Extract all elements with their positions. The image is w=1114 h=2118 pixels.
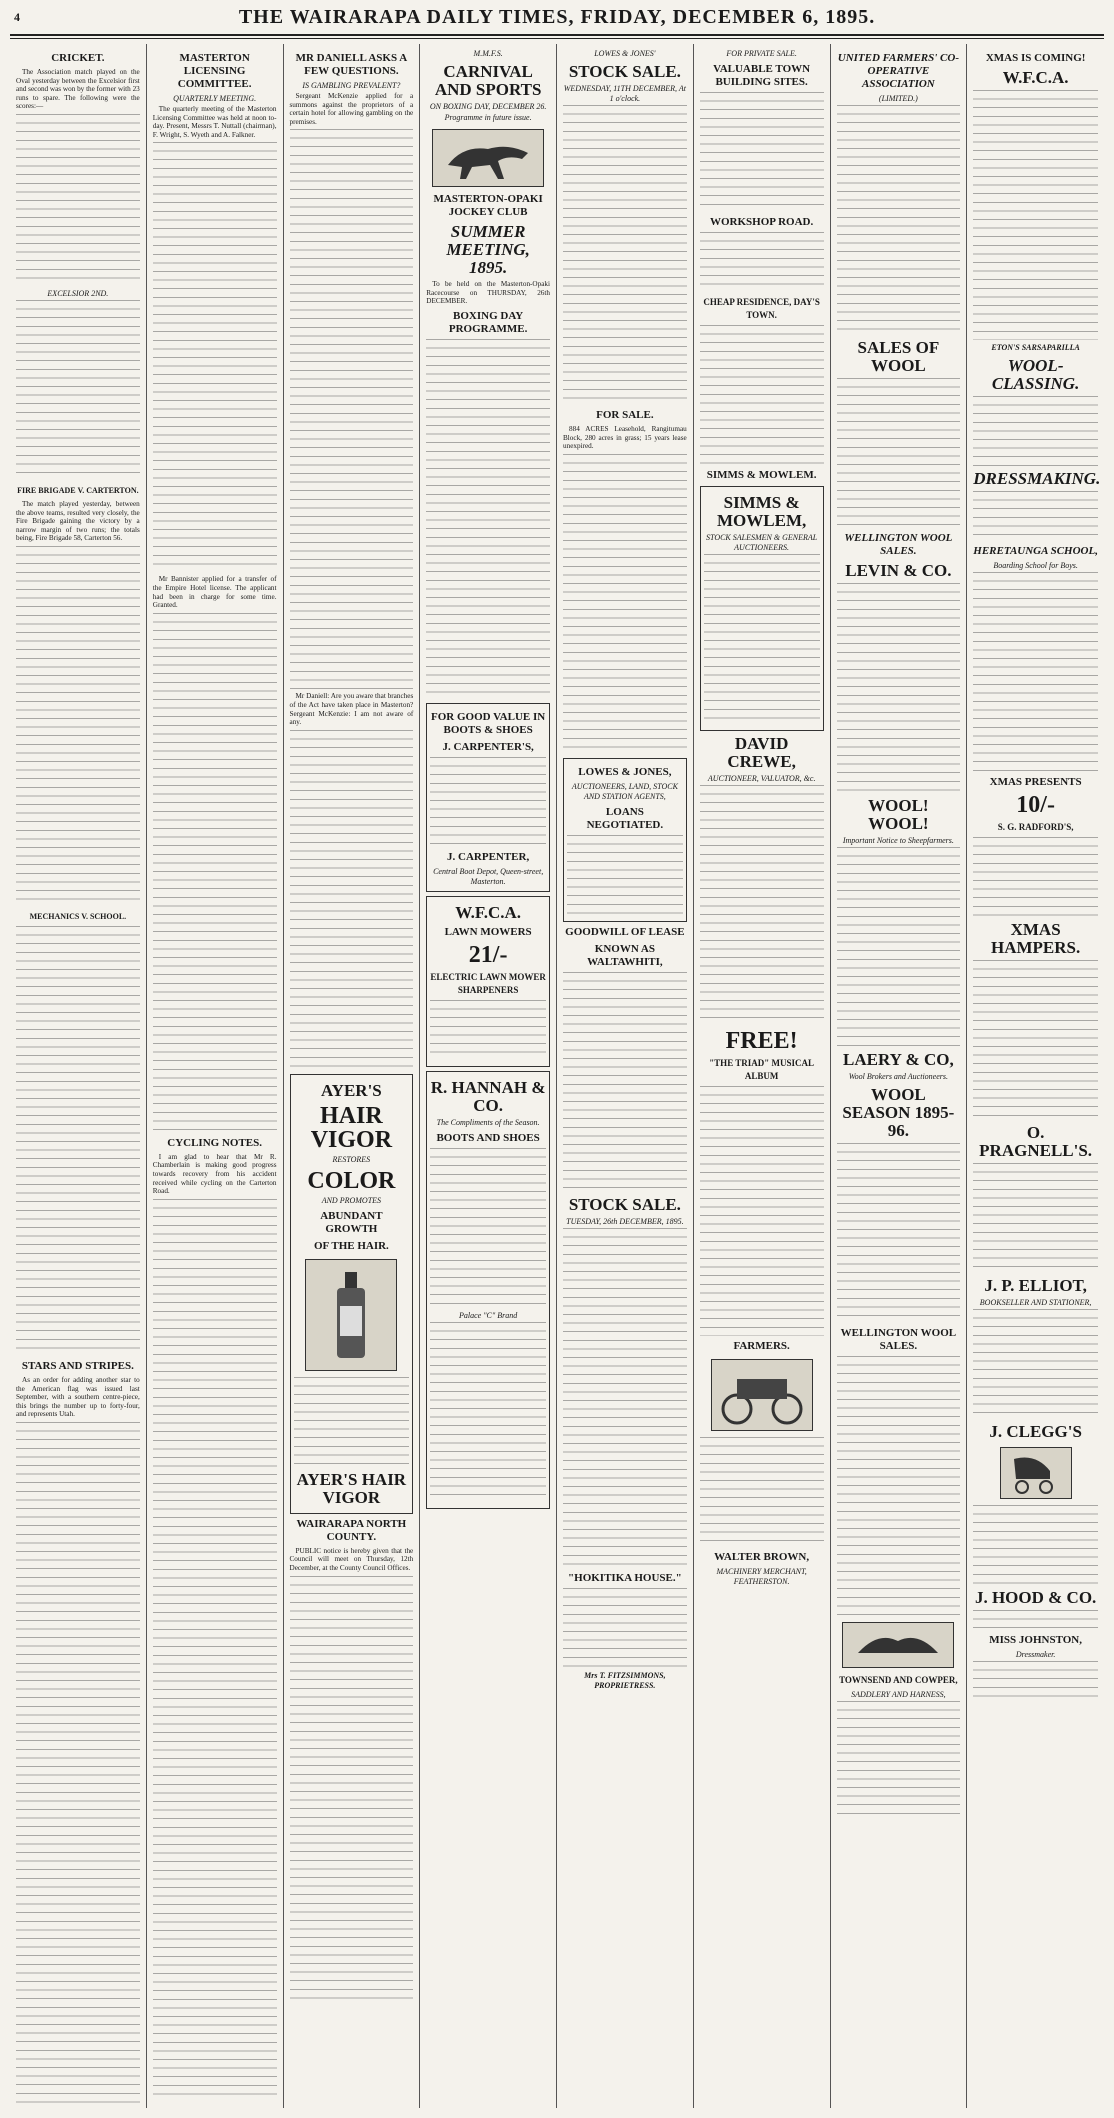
ayers-hair-vigor-ad [290, 1074, 414, 1514]
free-heading: FREE! [725, 1028, 798, 1054]
daniell-heading: MR DANIELL ASKS A FEW QUESTIONS. [295, 52, 408, 77]
david-crewe-role: AUCTIONEER, VALUATOR, &c. [707, 774, 816, 783]
programme-heading: BOXING DAY PROGRAMME. [448, 309, 528, 335]
xmas-presents-heading: XMAS PRESENTS [989, 776, 1082, 788]
present-price: 10/- [1016, 792, 1055, 818]
cheap-residence-heading: CHEAP RESIDENCE, DAY'S TOWN. [703, 297, 820, 320]
wool-wool-heading: WOOL! WOOL! [868, 796, 929, 833]
licensing-heading: MASTERTON LICENSING COMMITTEE. [177, 52, 252, 90]
newspaper-title: THE WAIRARAPA DAILY TIMES, FRIDAY, DECEMBER 6, 1895. [238, 6, 876, 28]
licensing-intro: The quarterly meeting of the Masterton Licensing Committee was held at noon to-day. Present, Messrs T. Nuttall (chairman), F. Wright, S. Wyeth and A. Falkner. [152, 105, 277, 139]
triad-heading: "THE TRIAD" MUSICAL ALBUM [709, 1058, 815, 1081]
hokitika-heading: "HOKITIKA HOUSE." [568, 1571, 682, 1584]
masthead-rule [10, 34, 1104, 36]
summer-meeting-intro: To be held on the Masterton-Opaki Racecourse on THURSDAY, 26th DECEMBER. [426, 280, 550, 306]
townsend-cowper-heading: TOWNSEND AND COWPER, [839, 1675, 958, 1685]
workshop-road-heading: WORKSHOP ROAD. [709, 216, 814, 228]
column-8 [967, 44, 1104, 2108]
ad-text [973, 1309, 1098, 1419]
clegg-heading: J. CLEGG'S [989, 1422, 1082, 1441]
carnival-heading: CARNIVAL AND SPORTS [434, 62, 542, 99]
sharpeners-heading: ELECTRIC LAWN MOWER SHARPENERS [430, 971, 546, 995]
carnival-date: ON BOXING DAY, DECEMBER 26. [429, 102, 547, 111]
levin-heading: LEVIN & CO. [845, 561, 952, 580]
fire-brigade-heading: FIRE BRIGADE V. CARTERTON. [17, 485, 139, 495]
lawn-mowers-heading: LAWN MOWERS [444, 925, 532, 938]
article-text [290, 129, 414, 689]
david-crewe-heading: DAVID CREWE, [727, 734, 796, 771]
carpenter-address: Central Boot Depot, Queen-street, Masterton. [433, 866, 544, 886]
column-3 [284, 44, 421, 2108]
ad-text [973, 572, 1098, 772]
farmers-heading: FARMERS. [733, 1340, 790, 1352]
simms-mowlem-role: STOCK SALESMEN & GENERAL AUCTIONEERS. [706, 533, 818, 552]
eton-heading: ETON'S SARSAPARILLA [991, 343, 1080, 352]
simms-mowlem-name: SIMMS & MOWLEM, [717, 493, 807, 530]
notice-text [837, 847, 961, 1047]
ad-text [973, 837, 1098, 917]
lowes-jones-card [563, 758, 687, 922]
column-2 [147, 44, 284, 2108]
ad-brand: AYER'S [320, 1080, 382, 1100]
sale-text [837, 583, 961, 793]
bottle-illustration-icon [305, 1259, 397, 1371]
auction-text [700, 785, 824, 1025]
scorecard-text [16, 300, 140, 480]
ad-text [973, 1661, 1098, 1701]
wfca-heading: W.F.C.A. [1002, 68, 1069, 87]
boarding-school-heading: Boarding School for Boys. [993, 561, 1078, 570]
stock-sale-date: WEDNESDAY, 11TH DECEMBER, At 1 o'clock. [563, 84, 687, 103]
column-6 [694, 44, 831, 2108]
ad-line: RESTORES [332, 1154, 371, 1164]
stock-sale-date-2: TUESDAY, 26th DECEMBER, 1895. [566, 1216, 684, 1226]
waltawhiti-heading: KNOWN AS WALTAWHITI, [587, 942, 663, 968]
column-4 [420, 44, 557, 2108]
sale-list [563, 105, 687, 405]
article-text [153, 613, 277, 1133]
stock-sale-heading: STOCK SALE. [568, 62, 681, 81]
sheepfarmers-notice: Important Notice to Sheepfarmers. [842, 836, 954, 845]
column-7 [831, 44, 968, 2108]
wellington-wool-sales-heading-2: WELLINGTON WOOL SALES. [840, 1327, 957, 1352]
notice-text [290, 1576, 414, 2006]
wfca-mowers-ad [426, 896, 550, 1067]
boots-shoes-heading: BOOTS AND SHOES [436, 1131, 540, 1144]
team-heading: EXCELSIOR 2ND. [47, 288, 109, 298]
cycling-intro: I am glad to hear that Mr R. Chamberlain is making good progress towards recovery from his accident received while cycling on the Carterton Road. [152, 1152, 277, 1196]
shop-text [837, 1701, 961, 1821]
johnston-heading: MISS JOHNSTON, [989, 1634, 1082, 1646]
hannah-heading: R. HANNAH & CO. [430, 1077, 546, 1115]
ad-product: HAIR VIGOR [310, 1102, 393, 1153]
article-text [153, 1199, 277, 2099]
simms-mowlem-heading: SIMMS & MOWLEM. [706, 469, 817, 481]
elliot-role: BOOKSELLER AND STATIONER, [979, 1298, 1092, 1307]
machinery-illustration-icon [711, 1359, 813, 1431]
stock-sale-heading-2: STOCK SALE. [568, 1194, 681, 1214]
building-sites-heading: VALUABLE TOWN BUILDING SITES. [713, 63, 811, 88]
cricket-intro: The Association match played on the Oval yesterday between the Excelsior first and second was won by the former with 23 runs to spare. The following were the scores:— [16, 68, 140, 111]
masthead [0, 0, 1114, 34]
united-farmers-heading: UNITED FARMERS' CO-OPERATIVE ASSOCIATION [837, 52, 959, 90]
ad-text [430, 1000, 546, 1060]
scorecard-text [16, 546, 140, 906]
xmas-coming-heading: XMAS IS COMING! [985, 52, 1086, 64]
ad-product-footer: AYER'S HAIR VIGOR [296, 1469, 407, 1507]
saddlery-heading: SADDLERY AND HARNESS, [851, 1690, 946, 1699]
ad-color: COLOR [307, 1167, 396, 1194]
ad-text [430, 757, 546, 847]
compliments-heading: The Compliments of the Season. [436, 1117, 540, 1127]
sale-list [563, 454, 687, 754]
hannah-ad [426, 1071, 550, 1509]
stars-stripes-intro: As an order for adding another star to the American flag was issued last September, with a southern centre-piece, this brings the number up to forty-four, and represents Utah. [16, 1375, 140, 1419]
ad-text [294, 1377, 410, 1467]
simms-mowlem-card [700, 486, 824, 731]
loans-heading: LOANS NEGOTIATED. [586, 805, 664, 831]
leasehold-listing: 884 ACRES Leasehold, Rangitumau Block, 280 acres in grass; 15 years lease unexpired. [563, 425, 687, 451]
perambulator-illustration-icon [1000, 1447, 1072, 1499]
page-number: 4 [14, 10, 21, 24]
scorecard-text [16, 926, 140, 1356]
gambling-subheading: IS GAMBLING PREVALENT? [302, 81, 401, 90]
laery-heading: LAERY & CO, [843, 1050, 954, 1069]
xmas-hampers-heading: XMAS HAMPERS. [991, 920, 1081, 957]
for-sale-heading: FOR SALE. [596, 409, 654, 421]
stars-stripes-heading: STARS AND STRIPES. [21, 1359, 134, 1372]
wellington-wool-sales-heading: WELLINGTON WOOL SALES. [844, 532, 953, 557]
ad-text [973, 1163, 1098, 1273]
masthead-rule-thin [10, 38, 1104, 39]
saddle-illustration-icon [842, 1622, 954, 1668]
article-text [153, 142, 277, 572]
sale-text [837, 378, 961, 528]
lowes-jones-role: AUCTIONEERS, LAND, STOCK AND STATION AGENTS, [571, 781, 678, 801]
column-5 [557, 44, 694, 2108]
gambling-exchange: Mr Daniell: Are you aware that branches of the Act have taken place in Masterton? Sergeant McKenzie: I am not aware of any. [289, 692, 414, 727]
ad-line: AND PROMOTES [321, 1195, 382, 1205]
lease-text [563, 972, 687, 1192]
scorecard-text [16, 114, 140, 286]
good-value-heading: FOR GOOD VALUE IN BOOTS & SHOES [431, 710, 546, 736]
programme-text [426, 339, 550, 699]
proprietress: Mrs T. FITZSIMMONS, PROPRIETRESS. [584, 1670, 666, 1690]
wool-season-heading: WOOL SEASON 1895-96. [842, 1085, 955, 1140]
ad-hair: OF THE HAIR. [313, 1239, 389, 1252]
cricket-heading: CRICKET. [51, 52, 105, 64]
ad-text [973, 396, 1098, 466]
card-text [567, 835, 683, 915]
listing-text [700, 92, 824, 212]
column-1 [10, 44, 147, 2108]
article-text [290, 730, 414, 1070]
ad-text [430, 1322, 546, 1502]
mower-price: 21/- [468, 941, 508, 968]
ad-text [973, 1610, 1098, 1630]
ad-text [973, 491, 1098, 541]
mechanics-heading: MECHANICS V. SCHOOL. [29, 911, 127, 921]
sales-of-wool-heading: SALES OF WOOL [857, 338, 940, 375]
licensing-transfer: Mr Bannister applied for a transfer of the Empire Hotel license. The applicant had been in charge for some time. Granted. [152, 575, 277, 610]
article-text [16, 1422, 140, 2108]
ad-growth: ABUNDANT GROWTH [320, 1209, 383, 1235]
united-farmers-limited: (LIMITED.) [878, 94, 918, 103]
laery-role: Wool Brokers and Auctioneers. [848, 1072, 948, 1081]
lowes-jones-heading: LOWES & JONES' [594, 49, 656, 58]
mmfs-heading: M.M.F.S. [473, 49, 503, 58]
racehorse-illustration-icon [432, 129, 544, 187]
carnival-programme: Programme in future issue. [444, 113, 532, 122]
offer-text [700, 1086, 824, 1336]
wfca-heading: W.F.C.A. [455, 902, 522, 922]
ad-text [973, 1505, 1098, 1585]
radford-heading: S. G. RADFORD'S, [997, 822, 1074, 832]
heretaunga-heading: HERETAUNGA SCHOOL, [973, 545, 1098, 557]
walter-brown-role: MACHINERY MERCHANT, FEATHERSTON. [716, 1567, 807, 1586]
wool-classing-heading: WOOL-CLASSING. [991, 356, 1080, 393]
lowes-jones-name: LOWES & JONES, [578, 765, 672, 778]
dressmaker-heading: Dressmaker. [1015, 1650, 1056, 1659]
ad-text [430, 1148, 546, 1308]
cycling-heading: CYCLING NOTES. [167, 1136, 262, 1149]
summer-meeting-heading: SUMMER MEETING, 1895. [446, 222, 530, 277]
season-text [837, 1143, 961, 1323]
sale-text [837, 1356, 961, 1616]
pragnell-heading: O. PRAGNELL'S. [979, 1123, 1093, 1160]
fire-brigade-report: The match played yesterday, between the above teams, resulted very closely, the Fire Brigade gaining the victory by a narrow margin of two runs; the totals being, Fire Brigade 58, Carterton 56. [16, 499, 140, 543]
north-county-notice: PUBLIC notice is hereby given that the Council will meet on Thursday, 12th December, at the County Council Offices. [289, 1546, 414, 1572]
north-county-heading: WAIRARAPA NORTH COUNTY. [296, 1517, 407, 1543]
gambling-intro: Sergeant McKenzie applied for a summons against the proprietors of a certain hotel for allowing gambling on the premises. [289, 92, 414, 126]
newspaper-columns [10, 44, 1104, 2108]
private-sale-heading: FOR PRIVATE SALE. [726, 49, 797, 58]
jockey-club-heading: MASTERTON-OPAKI JOCKEY CLUB [433, 193, 543, 218]
listing-text [700, 232, 824, 292]
carpenter-heading: J. CARPENTER'S, [442, 740, 534, 753]
licensing-subheading: QUARTERLY MEETING. [173, 94, 257, 103]
dressmaking-heading: DRESSMAKING. [973, 469, 1101, 488]
goodwill-heading: GOODWILL OF LEASE [565, 925, 685, 938]
price-list [973, 90, 1098, 340]
palace-brand: Palace "C" Brand [458, 1310, 518, 1320]
elliot-heading: J. P. ELLIOT, [984, 1276, 1087, 1295]
carpenter-name: J. CARPENTER, [447, 850, 530, 863]
listing-text [700, 325, 824, 465]
ad-text [973, 960, 1098, 1120]
card-text [704, 554, 820, 724]
association-text [837, 105, 961, 335]
hotel-text [563, 1588, 687, 1668]
sale-list [563, 1228, 687, 1568]
machinery-text [700, 1437, 824, 1547]
walter-brown-heading: WALTER BROWN, [714, 1551, 810, 1563]
carpenter-boots-ad [426, 703, 550, 892]
hood-heading: J. HOOD & CO. [974, 1588, 1097, 1607]
